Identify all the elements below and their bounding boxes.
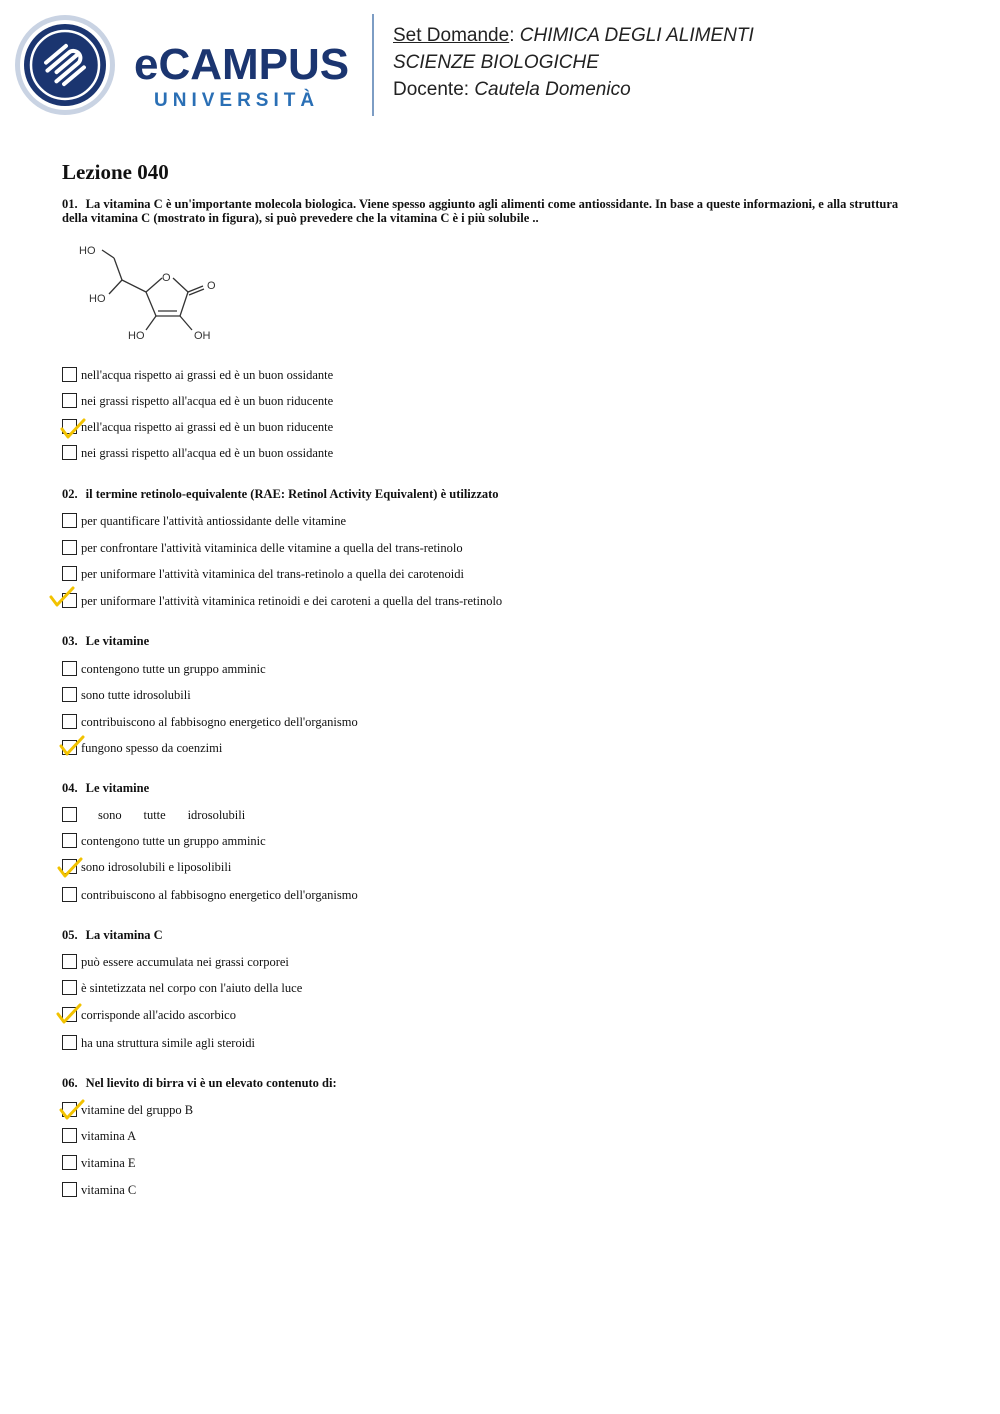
answer-checkbox[interactable] — [62, 687, 77, 702]
answer-checkbox[interactable] — [62, 1128, 77, 1143]
answer-option-label: nei grassi rispetto all'acqua ed è un buon riducente — [81, 394, 334, 408]
answer-option-label: contribuiscono al fabbisogno energetico dell'organismo — [81, 715, 358, 729]
answer-option-label: sono idrosolubili e liposolibili — [81, 860, 232, 874]
correct-answer-checkmark-icon — [58, 1099, 88, 1121]
answer-option-label: contengono tutte un gruppo amminic — [81, 662, 266, 676]
molecule-label-ho-mid: HO — [89, 293, 106, 305]
answer-checkbox[interactable] — [62, 540, 77, 555]
answer-option-label: può essere accumulata nei grassi corporei — [81, 955, 289, 969]
answer-option-label: sono tutte idrosolubili — [81, 688, 191, 702]
question-prompt: La vitamina C — [85, 928, 163, 942]
answer-checkbox[interactable] — [62, 566, 77, 581]
answer-checkbox[interactable] — [62, 367, 77, 382]
answer-checkbox[interactable] — [62, 513, 77, 528]
header-divider — [372, 14, 374, 116]
molecule-label-ho-top: HO — [79, 245, 96, 257]
answer-checkbox[interactable] — [62, 807, 77, 822]
course-info — [393, 22, 754, 103]
answer-option-label: per uniformare l'attività vitaminica del trans-retinolo a quella dei carotenoidi — [81, 567, 465, 581]
answer-option-label: nei grassi rispetto all'acqua ed è un buon ossidante — [81, 446, 334, 460]
answer-checkbox[interactable] — [62, 393, 77, 408]
question-number: 01. — [62, 197, 78, 211]
answer-option-label: per uniformare l'attività vitaminica retinoidi e dei caroteni a quella del trans-retinolo — [81, 594, 503, 608]
correct-answer-checkmark-icon — [48, 586, 78, 608]
answer-option-label: sono tutte idrosolubili — [98, 808, 246, 822]
answer-option-label: vitamina E — [81, 1156, 136, 1170]
answer-checkbox[interactable] — [62, 714, 77, 729]
vitamin-c-structure-figure — [76, 238, 226, 348]
answer-checkbox[interactable] — [62, 954, 77, 969]
answer-checkbox[interactable] — [62, 833, 77, 848]
ecampus-wordmark — [134, 40, 358, 114]
answer-option-label: nell'acqua rispetto ai grassi ed è un buon ossidante — [81, 368, 334, 382]
answer-option-label: contribuiscono al fabbisogno energetico dell'organismo — [81, 888, 358, 902]
answer-option-label: per quantificare l'attività antiossidante delle vitamine — [81, 514, 347, 528]
logo-wordmark: eCAMPUS — [134, 40, 350, 89]
molecule-label-ho-bottom: HO — [128, 330, 145, 342]
question-prompt: La vitamina C è un'importante molecola biologica. Viene spesso aggiunto agli alimenti come antiossidante. In base a queste informazioni, e alla struttura della vitamina C (mostrato in figura), si può prevedere che la vitamina C è i più solubile .. — [62, 197, 899, 225]
answer-option-label: vitamina A — [81, 1129, 137, 1143]
answer-checkbox[interactable] — [62, 980, 77, 995]
faculty-name: SCIENZE BIOLOGICHE — [393, 52, 599, 73]
correct-answer-checkmark-icon — [55, 1003, 85, 1025]
question-text — [62, 487, 922, 501]
answer-option-label: è sintetizzata nel corpo con l'aiuto della luce — [81, 981, 303, 995]
question-number: 03. — [62, 634, 78, 648]
question-number: 05. — [62, 928, 78, 942]
correct-answer-checkmark-icon — [58, 735, 88, 757]
answer-option-label: vitamine del gruppo B — [81, 1103, 194, 1117]
question-number: 06. — [62, 1076, 78, 1090]
lesson-title: Lezione 040 — [62, 160, 169, 184]
molecule-label-o-carbonyl: O — [207, 280, 216, 292]
answer-option-label: contengono tutte un gruppo amminic — [81, 834, 266, 848]
answer-checkbox[interactable] — [62, 445, 77, 460]
question-text — [62, 928, 922, 942]
set-separator: : — [509, 25, 515, 46]
correct-answer-checkmark-icon — [56, 857, 86, 879]
course-name: CHIMICA DEGLI ALIMENTI — [519, 25, 754, 46]
molecule-label-oh-bottom: OH — [194, 330, 211, 342]
teacher-label: Docente: — [393, 79, 470, 100]
course-line — [393, 22, 754, 49]
answer-option-label: vitamina C — [81, 1183, 137, 1197]
logo-subtitle: UNIVERSITÀ — [154, 90, 320, 111]
answer-option-label: corrisponde all'acido ascorbico — [81, 1008, 236, 1022]
correct-answer-checkmark-icon — [59, 418, 89, 440]
question-text — [62, 1076, 922, 1090]
answer-checkbox[interactable] — [62, 661, 77, 676]
question-text — [62, 781, 922, 795]
set-label: Set Domande — [393, 25, 510, 46]
molecule-label-o-ring: O — [162, 272, 171, 284]
question-text — [62, 197, 922, 225]
question-prompt: il termine retinolo-equivalente (RAE: Retinol Activity Equivalent) è utilizzato — [85, 487, 499, 501]
question-prompt: Le vitamine — [85, 781, 150, 795]
answer-option-label: ha una struttura simile agli steroidi — [81, 1036, 255, 1050]
answer-checkbox[interactable] — [62, 1035, 77, 1050]
question-text — [62, 634, 922, 648]
ecampus-seal-logo — [14, 14, 116, 116]
question-prompt: Le vitamine — [85, 634, 150, 648]
question-number: 02. — [62, 487, 78, 501]
answer-checkbox[interactable] — [62, 1155, 77, 1170]
question-prompt: Nel lievito di birra vi è un elevato contenuto di: — [85, 1076, 337, 1090]
answer-option-label: fungono spesso da coenzimi — [81, 741, 223, 755]
question-number: 04. — [62, 781, 78, 795]
answer-checkbox[interactable] — [62, 1182, 77, 1197]
answer-checkbox[interactable] — [62, 887, 77, 902]
answer-option-label: per confrontare l'attività vitaminica delle vitamine a quella del trans-retinolo — [81, 541, 463, 555]
answer-option-label: nell'acqua rispetto ai grassi ed è un buon riducente — [81, 420, 334, 434]
teacher-line — [393, 76, 754, 103]
teacher-name: Cautela Domenico — [474, 79, 631, 100]
page-header — [0, 0, 1000, 130]
